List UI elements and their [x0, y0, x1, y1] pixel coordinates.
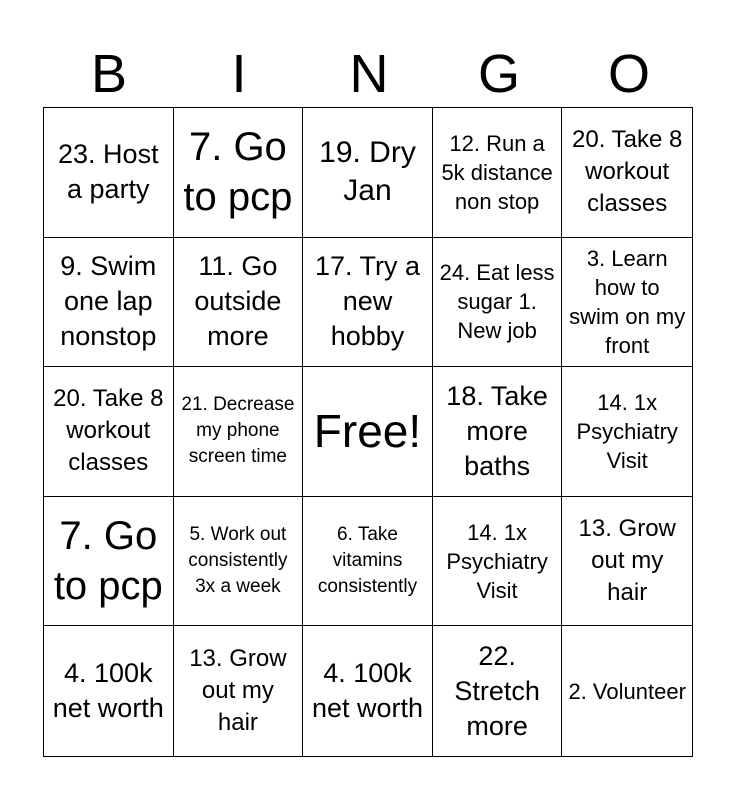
- cell-text: 24. Eat less sugar 1. New job: [439, 260, 555, 344]
- cell-text: 6. Take vitamins consistently: [317, 524, 418, 598]
- bingo-cell-r3c1: [44, 367, 174, 497]
- bingo-cell-r4c2: [174, 497, 304, 627]
- cell-text: 9. Swim one lap nonstop: [60, 251, 157, 352]
- bingo-cell-r3c2: [174, 367, 304, 497]
- cell-text: 20. Take 8 workout classes: [53, 385, 164, 477]
- cell-text: 20. Take 8 workout classes: [572, 126, 683, 218]
- bingo-cell-r4c5: [562, 497, 692, 627]
- bingo-cell-r3c5: [562, 367, 692, 497]
- bingo-cell-r1c5: [562, 108, 692, 238]
- bingo-cell-r1c4: [433, 108, 563, 238]
- bingo-cell-r4c4: [433, 497, 563, 627]
- bingo-header: [44, 42, 694, 106]
- cell-text: 5. Work out consistently 3x a week: [188, 524, 288, 598]
- cell-text: 4. 100k net worth: [311, 658, 424, 724]
- bingo-cell-free: [303, 367, 433, 497]
- bingo-cell-r5c1: [44, 626, 174, 756]
- bingo-cell-r4c1: [44, 497, 174, 627]
- header-letter-b: B: [90, 44, 128, 104]
- bingo-cell-r5c4: [433, 626, 563, 756]
- cell-text: 19. Dry Jan: [319, 136, 416, 208]
- cell-text: 2. Volunteer: [568, 678, 686, 704]
- cell-text: 18. Take more baths: [446, 380, 548, 481]
- bingo-cell-r2c2: [174, 238, 304, 368]
- bingo-cell-r5c3: [303, 626, 433, 756]
- bingo-cell-r4c3: [303, 497, 433, 627]
- bingo-cell-r2c5: [562, 238, 692, 368]
- cell-text: 7. Go to pcp: [53, 514, 163, 609]
- bingo-cell-r1c3: [303, 108, 433, 238]
- header-letter-g: G: [477, 44, 520, 104]
- bingo-cell-r2c4: [433, 238, 563, 368]
- bingo-cell-r1c2: [174, 108, 304, 238]
- cell-text: 17. Try a new hobby: [314, 251, 421, 352]
- free-space-text: Free!: [313, 405, 422, 458]
- cell-text: 14. 1x Psychiatry Visit: [446, 519, 548, 603]
- bingo-cell-r2c1: [44, 238, 174, 368]
- cell-text: 4. 100k net worth: [52, 658, 164, 724]
- bingo-cell-r2c3: [303, 238, 433, 368]
- cell-text: 13. Grow out my hair: [189, 645, 287, 737]
- cell-text: 12. Run a 5k distance non stop: [441, 130, 553, 214]
- cell-text: 7. Go to pcp: [183, 125, 293, 220]
- bingo-card-grid: [43, 107, 693, 757]
- cell-text: 3. Learn how to swim on my front: [569, 245, 686, 358]
- cell-text: 22. Stretch more: [454, 640, 540, 741]
- cell-text: 14. 1x Psychiatry Visit: [576, 389, 678, 473]
- cell-text: 13. Grow out my hair: [578, 515, 676, 607]
- cell-text: 11. Go outside more: [194, 251, 282, 352]
- bingo-cell-r5c2: [174, 626, 304, 756]
- header-letter-n: N: [349, 44, 389, 104]
- bingo-cell-r1c1: [44, 108, 174, 238]
- bingo-cell-r3c4: [433, 367, 563, 497]
- header-letter-o: O: [607, 44, 650, 104]
- bingo-cell-r5c5: [562, 626, 692, 756]
- cell-text: 21. Decrease my phone screen time: [181, 394, 295, 468]
- cell-text: 23. Host a party: [58, 139, 159, 205]
- header-letter-i: I: [231, 44, 247, 104]
